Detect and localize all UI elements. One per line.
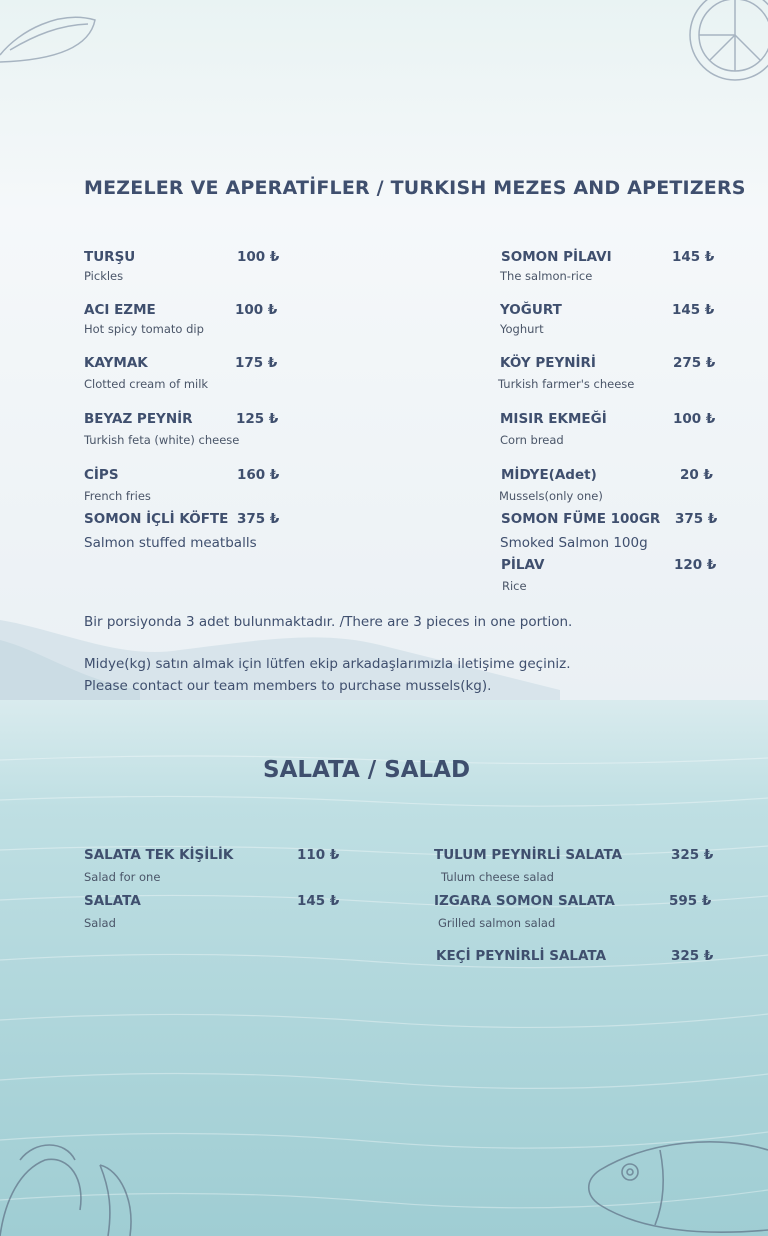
item-description: Hot spicy tomato dip <box>84 322 204 336</box>
item-description: Corn bread <box>500 433 564 447</box>
portion-note: Bir porsiyonda 3 adet bulunmaktadır. /There are 3 pieces in one portion. <box>84 614 573 630</box>
item-price: 325 ₺ <box>671 847 714 863</box>
item-price: 100 ₺ <box>235 302 278 318</box>
item-name: MİDYE(Adet) <box>501 467 597 483</box>
item-price: 145 ₺ <box>672 249 715 265</box>
item-name: SALATA <box>84 893 141 909</box>
item-description: Turkish feta (white) cheese <box>84 433 240 447</box>
item-name: ACI EZME <box>84 302 156 318</box>
item-name: CİPS <box>84 467 119 483</box>
item-price: 595 ₺ <box>669 893 712 909</box>
item-price: 120 ₺ <box>674 557 717 573</box>
item-price: 110 ₺ <box>297 847 340 863</box>
item-price: 325 ₺ <box>671 948 714 964</box>
item-price: 375 ₺ <box>675 511 718 527</box>
item-name: KAYMAK <box>84 355 148 371</box>
item-description: Tulum cheese salad <box>441 870 554 884</box>
item-description: Rice <box>502 579 527 593</box>
item-name: KÖY PEYNİRİ <box>500 355 596 371</box>
item-name: PİLAV <box>501 557 545 573</box>
item-description: Turkish farmer's cheese <box>498 377 635 391</box>
item-name: SOMON PİLAVI <box>501 249 612 265</box>
item-price: 145 ₺ <box>297 893 340 909</box>
section-title-salad: SALATA / SALAD <box>263 757 471 783</box>
item-description: Mussels(only one) <box>499 489 603 503</box>
item-name: KEÇİ PEYNİRLİ SALATA <box>436 948 607 964</box>
item-name: SALATA TEK KİŞİLİK <box>84 847 234 863</box>
item-price: 160 ₺ <box>237 467 280 483</box>
item-price: 375 ₺ <box>237 511 280 527</box>
mussels-note-en: Please contact our team members to purchase mussels(kg). <box>84 678 492 694</box>
item-price: 275 ₺ <box>673 355 716 371</box>
item-name: IZGARA SOMON SALATA <box>434 893 615 909</box>
item-description: French fries <box>84 489 151 503</box>
mussels-note-tr: Midye(kg) satın almak için lütfen ekip arkadaşlarımızla iletişime geçiniz. <box>84 656 571 672</box>
item-description: Salmon stuffed meatballs <box>84 535 257 551</box>
item-name: YOĞURT <box>500 302 562 318</box>
item-price: 145 ₺ <box>672 302 715 318</box>
item-price: 125 ₺ <box>236 411 279 427</box>
item-name: TULUM PEYNİRLİ SALATA <box>434 847 623 863</box>
item-name: BEYAZ PEYNİR <box>84 411 193 427</box>
item-description: Clotted cream of milk <box>84 377 209 391</box>
item-price: 175 ₺ <box>235 355 278 371</box>
item-name: SOMON İÇLİ KÖFTE <box>84 511 229 527</box>
item-description: Yoghurt <box>500 322 544 336</box>
item-name: TURŞU <box>84 249 136 265</box>
item-description: The salmon-rice <box>500 269 593 283</box>
item-price: 100 ₺ <box>237 249 280 265</box>
item-description: Pickles <box>84 269 124 283</box>
item-description: Grilled salmon salad <box>438 916 556 930</box>
item-description: Salad for one <box>84 870 161 884</box>
item-price: 20 ₺ <box>680 467 713 483</box>
section-title-mezes: MEZELER VE APERATİFLER / TURKISH MEZES AND APETIZERS <box>84 177 746 199</box>
item-description: Salad <box>84 916 116 930</box>
item-price: 100 ₺ <box>673 411 716 427</box>
item-description: Smoked Salmon 100g <box>500 535 648 551</box>
item-name: SOMON FÜME 100GR <box>501 511 661 527</box>
item-name: MISIR EKMEĞİ <box>500 411 607 427</box>
